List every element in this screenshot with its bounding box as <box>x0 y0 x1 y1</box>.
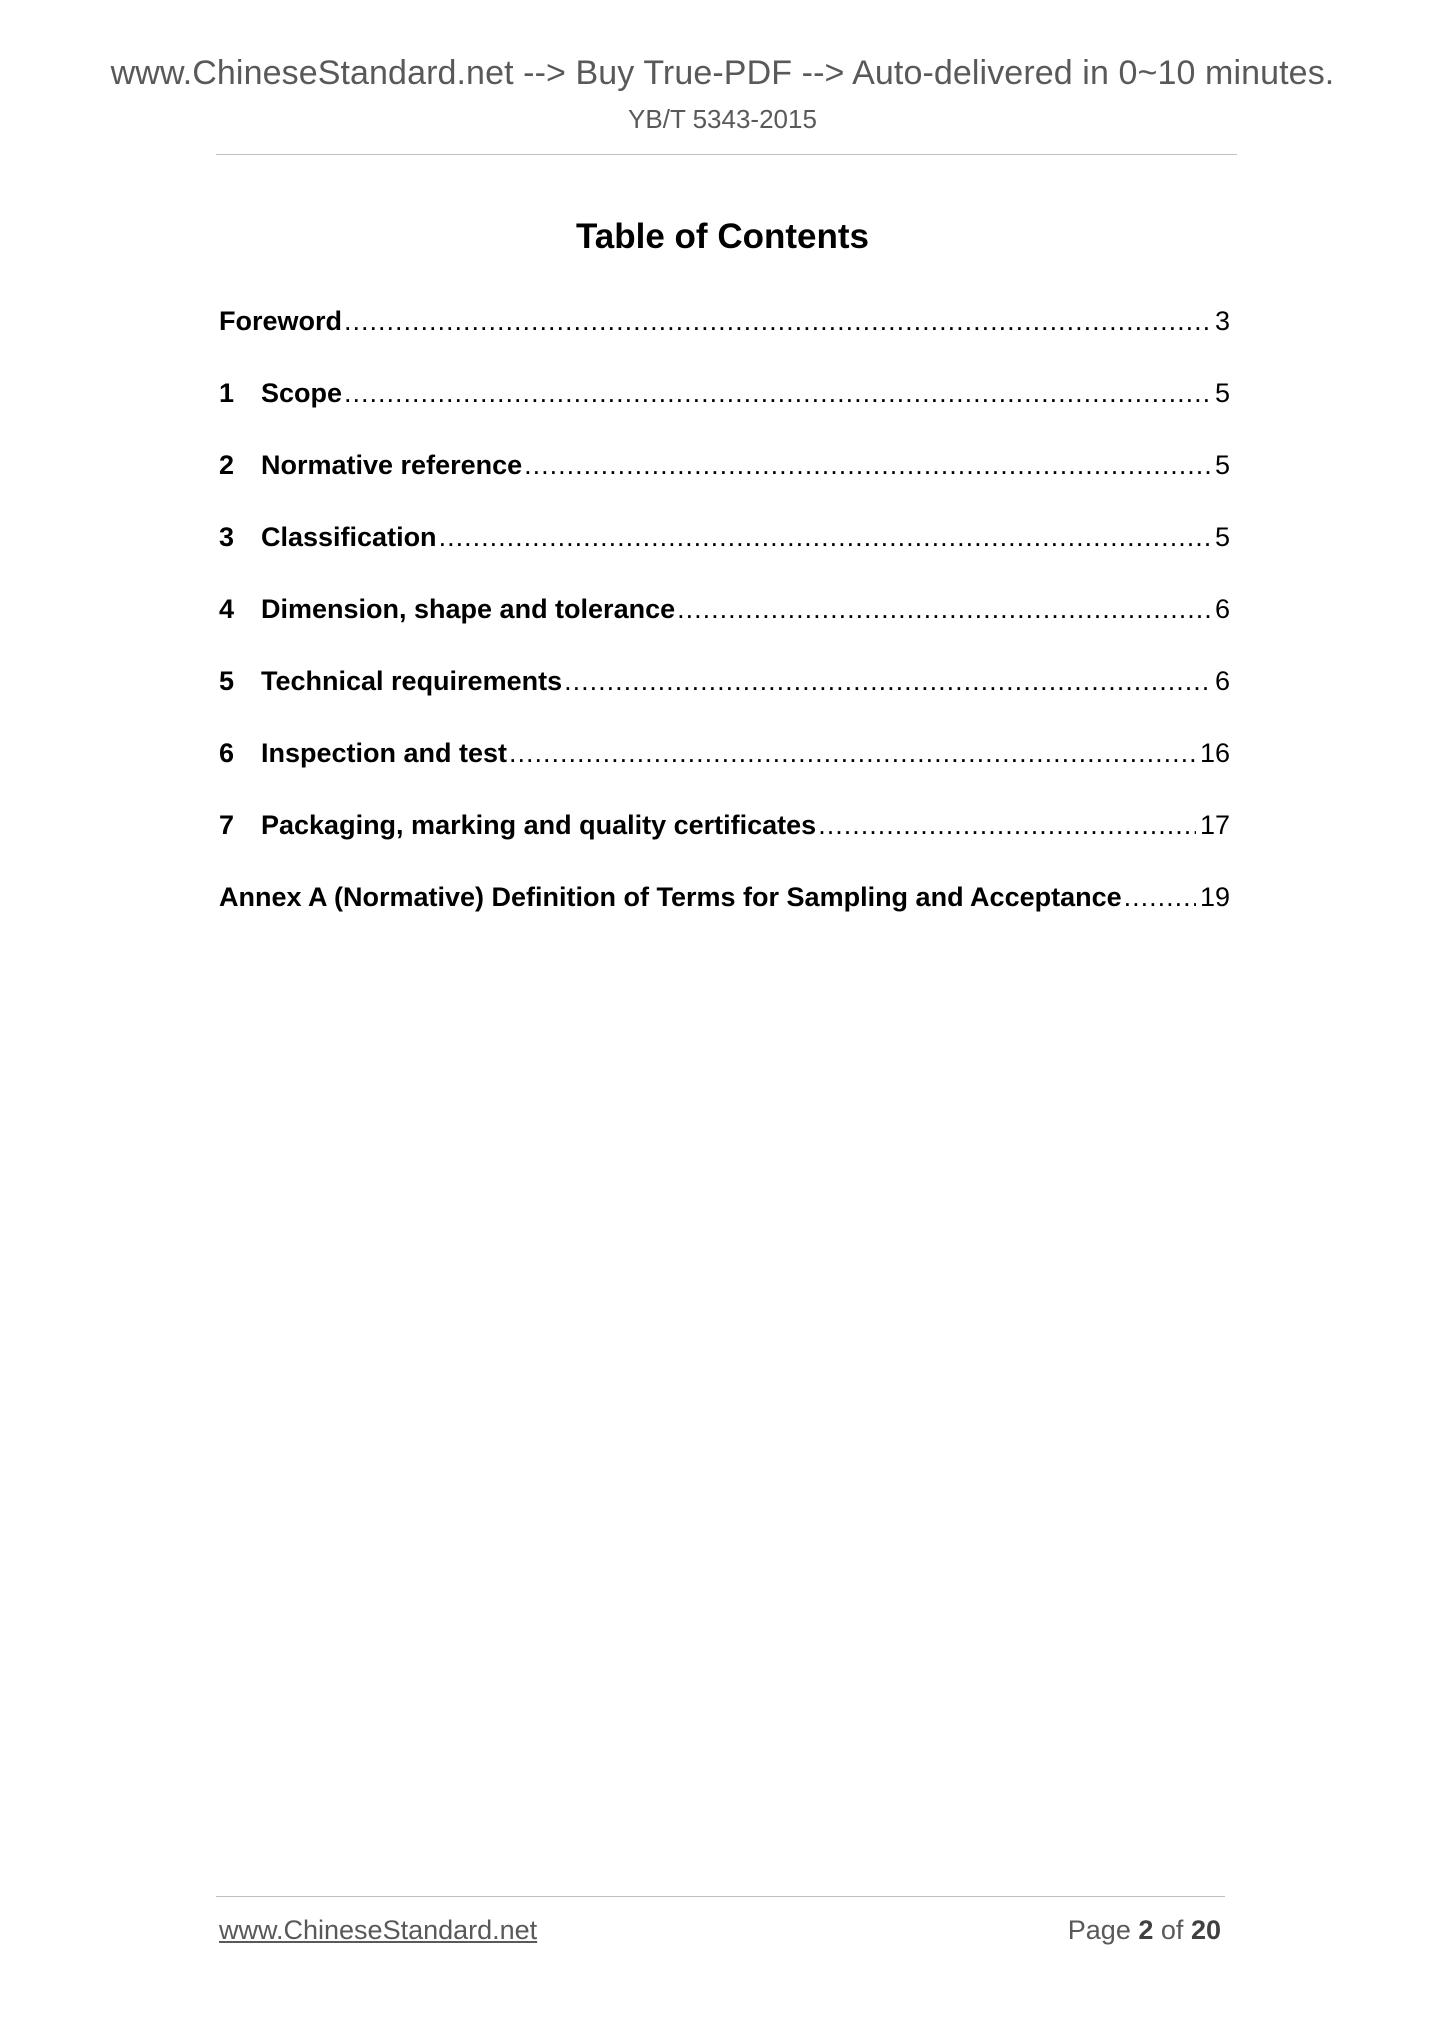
toc-entry-technical-requirements[interactable] <box>219 665 1230 737</box>
toc-entry-page: 3 <box>1214 306 1230 336</box>
footer-website-link[interactable]: www.ChineseStandard.net <box>219 1915 538 1945</box>
toc-entry-label: Normative reference <box>261 450 523 480</box>
toc-entry-page: 6 <box>1214 666 1230 696</box>
toc-entry-label: Classification <box>261 522 437 552</box>
toc-entry-classification[interactable] <box>219 521 1230 593</box>
toc-entry-number: 6 <box>219 738 235 768</box>
toc-entry-packaging-marking[interactable] <box>219 809 1230 881</box>
toc-entry-page: 5 <box>1214 378 1230 408</box>
toc-entry-label: Foreword <box>219 306 343 336</box>
toc-entry-number: 7 <box>219 810 235 840</box>
page-of: of <box>1160 1915 1184 1945</box>
footer-divider <box>216 1896 1225 1897</box>
toc-entry-page: 5 <box>1214 522 1230 552</box>
toc-leader-dots <box>564 665 1211 697</box>
toc-entry-number: 1 <box>219 378 235 408</box>
toc-entry-page: 5 <box>1214 450 1230 480</box>
toc-leader-dots <box>677 593 1211 625</box>
toc-entry-number: 2 <box>219 450 235 480</box>
toc-entry-page: 17 <box>1199 810 1230 840</box>
toc-entry-dimension-shape-tolerance[interactable] <box>219 593 1230 665</box>
toc-entry-label: Packaging, marking and quality certificates <box>261 810 817 840</box>
toc-leader-dots <box>1124 881 1196 913</box>
toc-entry-page: 6 <box>1214 594 1230 624</box>
toc-leader-dots <box>524 449 1211 481</box>
toc-entry-label: Inspection and test <box>261 738 508 768</box>
site-banner: www.ChineseStandard.net --> Buy True-PDF --> Auto-delivered in 0~10 minutes. <box>110 54 1335 92</box>
toc-list <box>219 305 1230 953</box>
toc-entry-number: 3 <box>219 522 235 552</box>
toc-entry-inspection-and-test[interactable] <box>219 737 1230 809</box>
toc-entry-normative-reference[interactable] <box>219 449 1230 521</box>
toc-leader-dots <box>344 377 1211 409</box>
toc-entry-label: Annex A (Normative) Definition of Terms for Sampling and Acceptance <box>219 882 1122 912</box>
toc-entry-label: Technical requirements <box>261 666 563 696</box>
page-total: 20 <box>1190 1915 1221 1945</box>
toc-entry-foreword[interactable] <box>219 305 1230 377</box>
toc-title: Table of Contents <box>576 217 869 256</box>
page-current: 2 <box>1138 1915 1154 1945</box>
toc-entry-page: 16 <box>1199 738 1230 768</box>
toc-entry-number: 5 <box>219 666 235 696</box>
header-divider <box>216 154 1237 155</box>
toc-entry-label: Scope <box>261 378 343 408</box>
page-number <box>1068 1917 1221 1944</box>
toc-leader-dots <box>509 737 1196 769</box>
toc-entry-scope[interactable] <box>219 377 1230 449</box>
toc-entry-page: 19 <box>1199 882 1230 912</box>
toc-leader-dots <box>818 809 1196 841</box>
toc-entry-number: 4 <box>219 594 235 624</box>
page-prefix: Page <box>1067 1915 1131 1945</box>
toc-entry-annex-a[interactable] <box>219 881 1230 953</box>
toc-leader-dots <box>439 521 1211 553</box>
toc-leader-dots <box>344 305 1211 337</box>
toc-entry-label: Dimension, shape and tolerance <box>261 594 676 624</box>
document-code: YB/T 5343-2015 <box>628 104 817 134</box>
